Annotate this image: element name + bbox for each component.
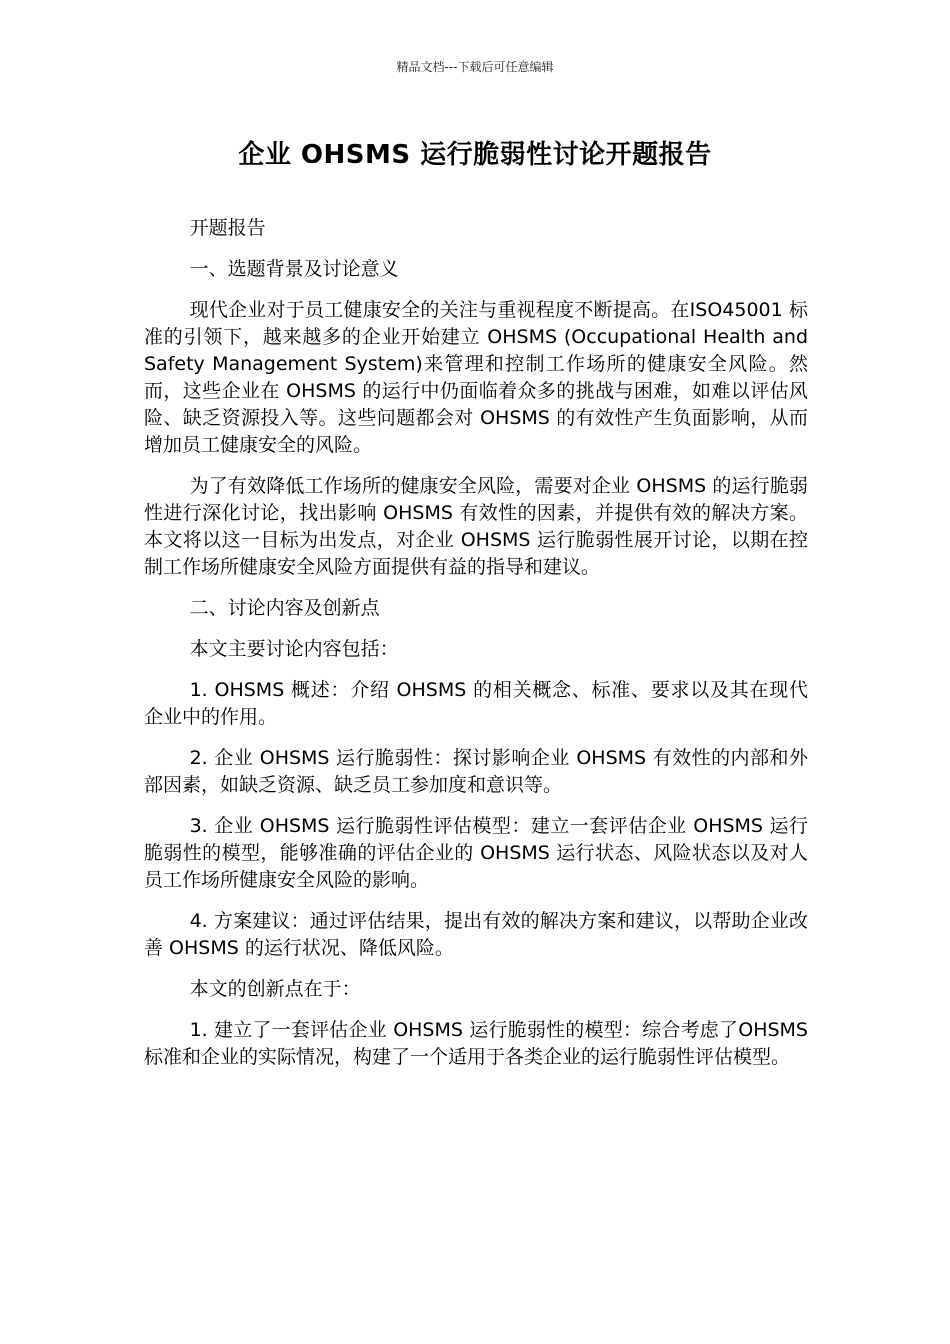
list-item-vulnerability: 2. 企业 OHSMS 运行脆弱性：探讨影响企业 OHSMS 有效性的内部和外部因素，如缺乏资源、缺乏员工参加度和意识等。 — [144, 747, 808, 796]
section-heading-background: 一、选题背景及讨论意义 — [189, 258, 399, 280]
paragraph-objective: 为了有效降低工作场所的健康安全风险，需要对企业 OHSMS 的运行脆弱性进行深化讨论，找出影响 OHSMS 有效性的因素，并提供有效的解决方案。本文将以这一目标为出发点，对企业 OHSMS 运行脆弱性展开讨论，以期在控制工作场所健康安全风险方面提供有益的指导和建议。 — [144, 475, 808, 578]
paragraph-background: 现代企业对于员工健康安全的关注与重视程度不断提高。在ISO45001 标准的引领下，越来越多的企业开始建立 OHSMS (Occupational Health and Safety Management System)来管理和控制工作场所的健康安全风险。然而，这些企业在 OHSMS 的运行中仍面临着众多的挑战与困难，如难以评估风险、缺乏资源投入等。这些问题都会对 OHSMS 的有效性产生负面影响，从而增加员工健康安全的风险。 — [144, 299, 808, 456]
paragraph-innovation-intro: 本文的创新点在于： — [189, 978, 361, 1000]
list-item-recommendations: 4. 方案建议：通过评估结果，提出有效的解决方案和建议，以帮助企业改善 OHSMS 的运行状况、降低风险。 — [144, 910, 808, 959]
paragraph-content-intro: 本文主要讨论内容包括： — [189, 638, 399, 660]
list-item-overview: 1. OHSMS 概述：介绍 OHSMS 的相关概念、标准、要求以及其在现代企业中的作用。 — [144, 679, 808, 728]
document-title: 企业 OHSMS 运行脆弱性讨论开题报告 — [238, 140, 712, 170]
document-body — [144, 215, 808, 1085]
section-heading-content: 二、讨论内容及创新点 — [189, 597, 380, 619]
paragraph-report-label: 开题报告 — [189, 217, 266, 239]
list-item-innovation-model: 1. 建立了一套评估企业 OHSMS 运行脆弱性的模型：综合考虑了OHSMS 标准和企业的实际情况，构建了一个适用于各类企业的运行脆弱性评估模型。 — [144, 1019, 808, 1068]
list-item-assessment-model: 3. 企业 OHSMS 运行脆弱性评估模型：建立一套评估企业 OHSMS 运行脆弱性的模型，能够准确的评估企业的 OHSMS 运行状态、风险状态以及对人员工作场所健康安全风险的影响。 — [144, 815, 808, 891]
page-header: 精品文档---下载后可任意编辑 — [396, 60, 554, 74]
